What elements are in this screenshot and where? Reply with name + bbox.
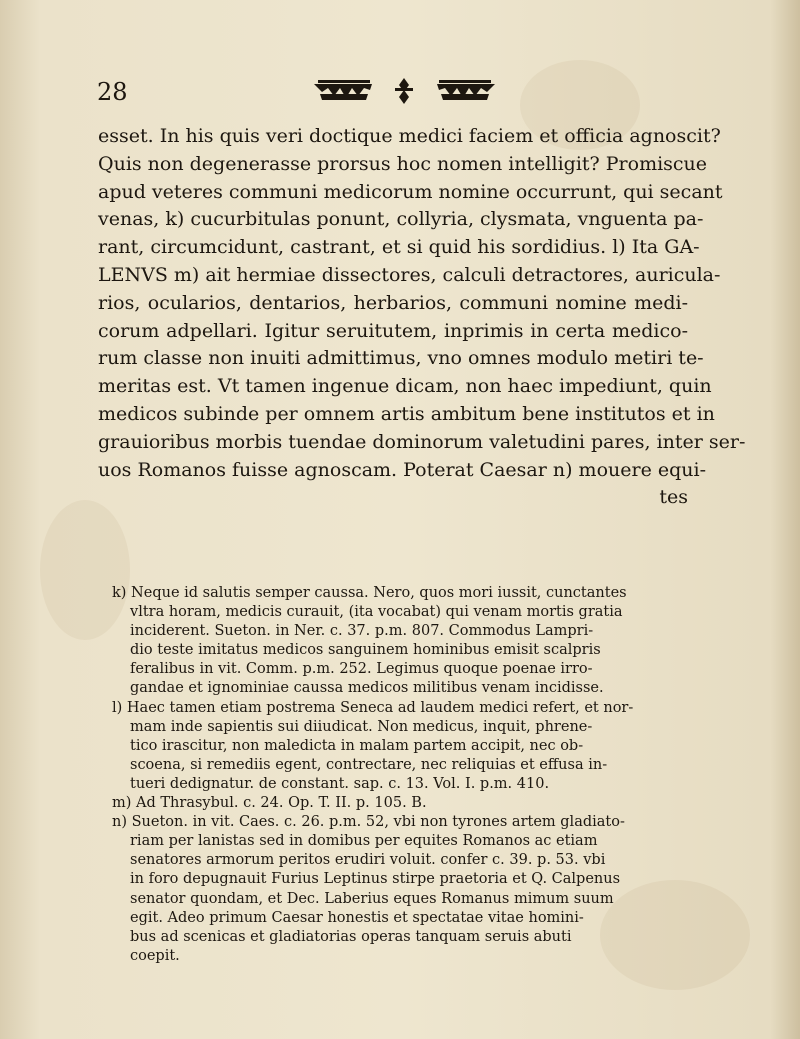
footnote-line: senatores armorum peritos erudiri voluit. confer c. 39. p. 53. vbi (130, 852, 606, 869)
page-header (0, 72, 800, 112)
footnote-l (112, 699, 690, 794)
text-line: Quis non degenerasse prorsus hoc nomen intelligit? Promiscue (98, 152, 708, 175)
text-line: apud veteres communi medicorum nomine occurrunt, qui secant (98, 180, 723, 203)
text-line: venas, k) cucurbitulas ponunt, collyria, clysmata, vnguenta pa- (98, 208, 704, 231)
footnote-line: tico irascitur, non maledicta in malam partem accipit, nec ob- (130, 737, 584, 754)
footnote-line: gandae et ignominiae caussa medicos militibus venam incidisse. (130, 680, 604, 697)
text-line: rum classe non inuiti admittimus, vno omnes modulo metiri te- (98, 347, 704, 370)
footnote-line: n) Sueton. in vit. Caes. c. 26. p.m. 52, vbi non tyrones artem gladiato- (112, 814, 625, 831)
footnote-line: l) Haec tamen etiam postrema Seneca ad laudem medici refert, et nor- (112, 699, 634, 716)
footnote-line: m) Ad Thrasybul. c. 24. Op. T. II. p. 105. B. (112, 795, 427, 812)
footnote-line: egit. Adeo primum Caesar honestis et spectatae vitae homini- (130, 909, 584, 926)
page-number: 28 (97, 78, 128, 106)
footnote-line: tueri dedignatur. de constant. sap. c. 13. Vol. I. p.m. 410. (130, 775, 550, 792)
catchword: tes (659, 486, 688, 509)
footnote-line: vltra horam, medicis curauit, (ita vocabat) qui venam mortis gratia (130, 604, 623, 621)
footnote-line: bus ad scenicas et gladiatorias operas tanquam seruis abuti (130, 928, 572, 945)
text-line: uos Romanos fuisse agnoscam. Poterat Caesar n) mouere equi- (98, 458, 706, 481)
text-line: rios, ocularios, dentarios, herbarios, communi nomine medi- (98, 291, 688, 314)
footnote-line: senator quondam, et Dec. Laberius eques Romanus mimum suum (130, 890, 614, 907)
footnote-line: coepit. (130, 947, 180, 964)
footnote-line: riam per lanistas sed in domibus per equites Romanos ac etiam (130, 833, 598, 850)
footnote-k (112, 584, 690, 699)
footnote-line: mam inde sapientis sui diiudicat. Non medicus, inquit, phrene- (130, 718, 593, 735)
text-line: medicos subinde per omnem artis ambitum bene institutos et in (98, 402, 715, 425)
text-line: meritas est. Vt tamen ingenue dicam, non haec impediunt, quin (98, 375, 712, 398)
footnote-line: in foro depugnauit Furius Leptinus stirpe praetoria et Q. Calpenus (130, 871, 621, 888)
footnotes (112, 584, 690, 966)
footnote-n (112, 813, 690, 966)
text-line: rant, circumcidunt, castrant, et si quid his sordidius. l) Ita GA- (98, 236, 700, 259)
text-line: esset. In his quis veri doctique medici faciem et officia agnoscit? (98, 125, 721, 147)
text-line: grauioribus morbis tuendae dominorum valetudini pares, inter ser- (98, 430, 746, 453)
main-text (98, 123, 746, 512)
printers-ornament-icon (312, 76, 497, 106)
text-line: corum adpellari. Igitur seruitutem, inprimis in certa medico- (98, 319, 688, 342)
footnote-line: dio teste imitatus medicos sanguinem hominibus emisit scalpris (130, 642, 601, 659)
footnote-m (112, 794, 690, 813)
footnote-line: scoena, si remediis egent, contrectare, nec reliquias et effusa in- (130, 756, 608, 773)
footnote-line: k) Neque id salutis semper caussa. Nero, quos mori iussit, cunctantes (112, 585, 627, 601)
footnote-line: feralibus in vit. Comm. p.m. 252. Legimus quoque poenae irro- (130, 661, 593, 678)
text-line: LENVS m) ait hermiae dissectores, calculi detractores, auricula- (98, 263, 721, 286)
footnote-line: inciderent. Sueton. in Ner. c. 37. p.m. 807. Commodus Lampri- (130, 623, 594, 640)
